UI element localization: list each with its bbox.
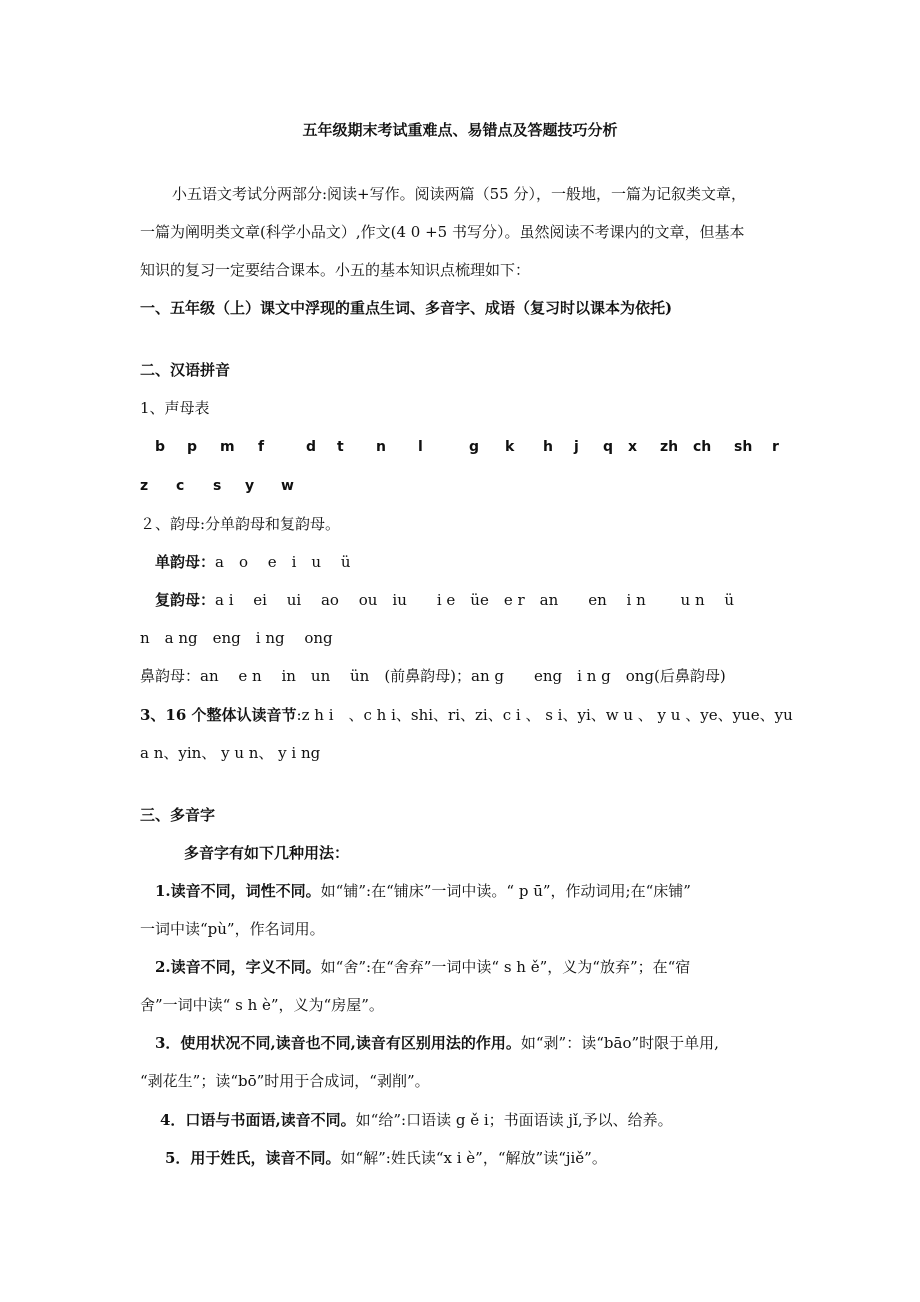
initial: k — [505, 439, 515, 455]
usage-1-text: 如“铺”:在“铺床”一词中读。“ p ū”，作动词用;在“床铺” — [320, 882, 691, 900]
polyphone-intro: 多音字有如下几种用法： — [184, 844, 350, 862]
whole-syllables-values: :z h i 、c h i、shi、ri、zi、c i 、 s i、yi、w u 、 y u 、ye、yue、yu — [296, 706, 793, 724]
initials-table-label: 1、声母表 — [140, 399, 210, 417]
usage-2-line-2: 舍”一词中读“ s h è”，义为“房屋”。 — [140, 996, 384, 1014]
initial: q — [603, 439, 614, 455]
compound-finals-label: 复韵母： — [155, 591, 216, 609]
usage-2-line — [155, 957, 690, 977]
initial: ch — [693, 439, 712, 455]
initial: y — [245, 478, 255, 494]
initial: w — [281, 478, 294, 494]
compound-finals-values: a i ei ui ao ou iu i e üe e r an en i n u n ü — [215, 591, 735, 609]
initial: l — [418, 439, 423, 455]
initial: c — [176, 478, 185, 494]
single-finals-line — [155, 552, 351, 572]
usage-4-text: 如“给”:口语读 g ě i；书面语读 jǐ,予以、给养。 — [355, 1111, 673, 1129]
usage-4-line — [160, 1110, 673, 1130]
initial: j — [574, 439, 579, 455]
intro-line-1: 小五语文考试分两部分:阅读+写作。阅读两篇（55 分），一般地，一篇为记叙类文章， — [172, 185, 746, 203]
initial: p — [187, 439, 198, 455]
section-2-heading: 二、汉语拼音 — [140, 361, 231, 379]
whole-syllables-line — [140, 705, 793, 725]
usage-2-text: 如“舍”:在“舍弃”一词中读“ s h ě”，义为“放弃”；在“宿 — [320, 958, 691, 976]
whole-syllables-label: 3、16 个整体认读音节 — [140, 706, 297, 724]
initial: f — [258, 439, 265, 455]
initial: zh — [660, 439, 679, 455]
usage-3-heading: 3．使用状况不同,读音也不同,读音有区别用法的作用。 — [155, 1034, 521, 1052]
initial: s — [213, 478, 222, 494]
compound-finals-line — [155, 590, 734, 610]
usage-5-line — [165, 1148, 607, 1168]
section-3-heading: 三、多音字 — [140, 806, 216, 824]
usage-3-line-2: “剥花生”；读“bō”时用于合成词，“剥削”。 — [140, 1072, 430, 1090]
initial: h — [543, 439, 553, 455]
nasal-finals-label: 鼻韵母： — [140, 667, 201, 685]
nasal-finals-line — [140, 666, 726, 686]
initial: x — [628, 439, 638, 455]
initials-row-1 — [0, 437, 920, 457]
nasal-finals-values: an e n in un ün (前鼻韵母)；an g eng i n g ong(后鼻韵母) — [200, 667, 726, 685]
single-finals-label: 单韵母： — [155, 553, 216, 571]
initial: d — [306, 439, 317, 455]
initial: t — [337, 439, 344, 455]
initial: z — [140, 478, 149, 494]
initial: sh — [734, 439, 753, 455]
section-1-heading: 一、五年级（上）课文中浮现的重点生词、多音字、成语（复习时以课本为依托) — [140, 299, 673, 317]
initial: n — [376, 439, 386, 455]
finals-label: ２、韵母:分单韵母和复韵母。 — [140, 515, 341, 533]
usage-3-text: 如“剥”：读“bāo”时限于单用, — [520, 1034, 719, 1052]
single-finals-values: a o e i u ü — [215, 553, 351, 571]
usage-1-line — [155, 881, 691, 901]
compound-finals-line-2: n a ng eng i ng ong — [140, 629, 333, 647]
initial: r — [772, 439, 779, 455]
usage-1-line-2: 一词中读“pù”，作名词用。 — [140, 920, 325, 938]
usage-1-heading: 1.读音不同，词性不同。 — [155, 882, 321, 900]
usage-2-heading: 2.读音不同，字义不同。 — [155, 958, 321, 976]
usage-4-heading: 4．口语与书面语,读音不同。 — [160, 1111, 356, 1129]
initial: b — [155, 439, 166, 455]
usage-3-line — [155, 1033, 719, 1053]
usage-5-heading: 5．用于姓氏，读音不同。 — [165, 1149, 341, 1167]
initials-row-2 — [0, 476, 920, 496]
document-title: 五年级期末考试重难点、易错点及答题技巧分析 — [302, 121, 618, 139]
usage-5-text: 如“解”:姓氏读“x i è”，“解放”读“jiě”。 — [340, 1149, 607, 1167]
whole-syllables-line-2: a n、yin、 y u n、 y i ng — [140, 744, 321, 762]
intro-line-2: 一篇为阐明类文章(科学小品文）,作文(4 0 +5 书写分）。虽然阅读不考课内的文章，但基本 — [140, 223, 745, 241]
intro-line-3: 知识的复习一定要结合课本。小五的基本知识点梳理如下： — [140, 261, 531, 279]
initial: m — [220, 439, 235, 455]
initial: g — [469, 439, 480, 455]
